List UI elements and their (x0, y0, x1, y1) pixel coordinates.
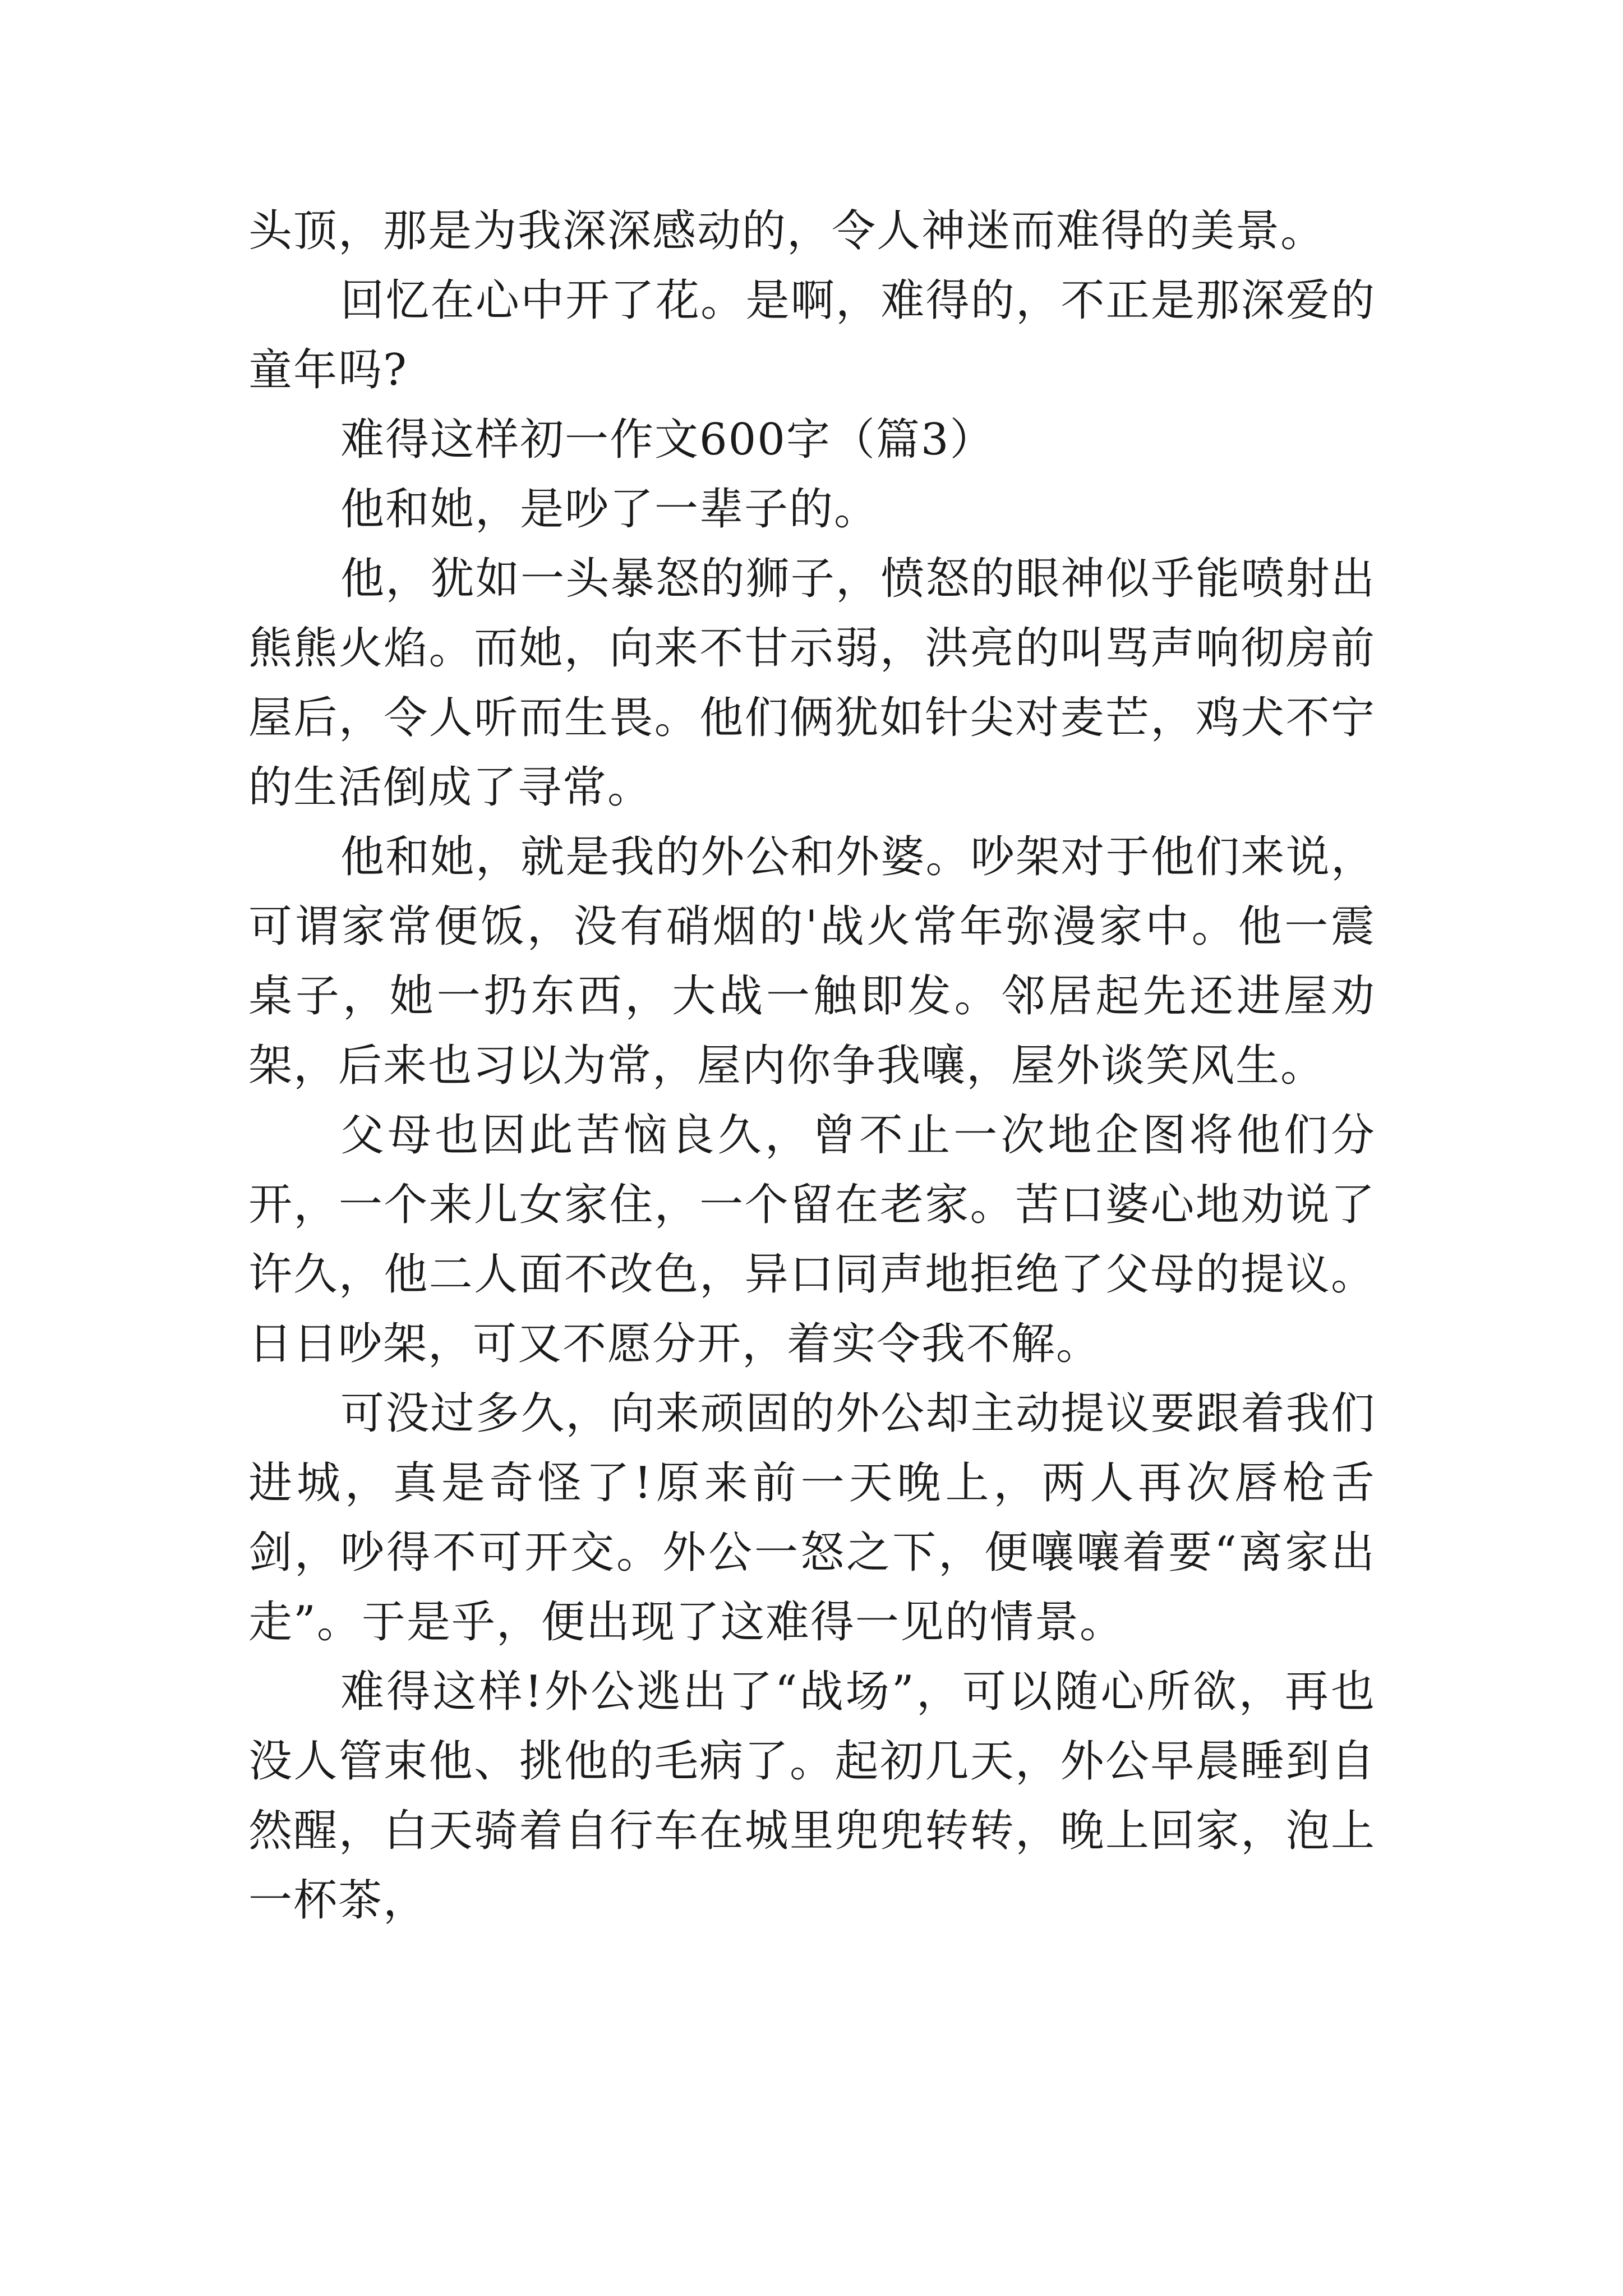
document-body (248, 196, 1376, 1935)
section-heading: 难得这样初一作文600字（篇3） (340, 415, 995, 465)
paragraph-4: 他，犹如一头暴怒的狮子，愤怒的眼神似乎能喷射出熊熊火焰。而她，向来不甘示弱，洪亮的叫骂声响彻房前屋后，令人听而生畏。他们俩犹如针尖对麦芒，鸡犬不宁的生活倒成了寻常。 (248, 554, 1376, 813)
paragraph-8: 难得这样!外公逃出了“战场”，可以随心所欲，再也没人管束他、挑他的毛病了。起初几天，外公早晨睡到自然醒，白天骑着自行车在城里兜兜转转，晚上回家，泡上一杯茶， (248, 1667, 1376, 1926)
paragraph-7: 可没过多久，向来顽固的外公却主动提议要跟着我们进城，真是奇怪了!原来前一天晚上，两人再次唇枪舌剑，吵得不可开交。外公一怒之下，便嚷嚷着要“离家出走”。于是乎，便出现了这难得一见的情景。 (248, 1388, 1376, 1648)
paragraph-2: 回忆在心中开了花。是啊，难得的，不正是那深爱的童年吗? (248, 275, 1376, 395)
paragraph-3: 他和她，是吵了一辈子的。 (340, 484, 879, 535)
paragraph-1: 头顶，那是为我深深感动的，令人神迷而难得的美景。 (248, 206, 1326, 256)
paragraph-6: 父母也因此苦恼良久，曾不止一次地企图将他们分开，一个来儿女家住，一个留在老家。苦口婆心地劝说了许久，他二人面不改色，异口同声地拒绝了父母的提议。日日吵架，可又不愿分开，着实令我不解。 (248, 1110, 1376, 1369)
paragraph-5: 他和她，就是我的外公和外婆。吵架对于他们来说，可谓家常便饭，没有硝烟的'战火常年弥漫家中。他一震桌子，她一扔东西，大战一触即发。邻居起先还进屋劝架，后来也习以为常，屋内你争我嚷，屋外谈笑风生。 (248, 832, 1376, 1091)
